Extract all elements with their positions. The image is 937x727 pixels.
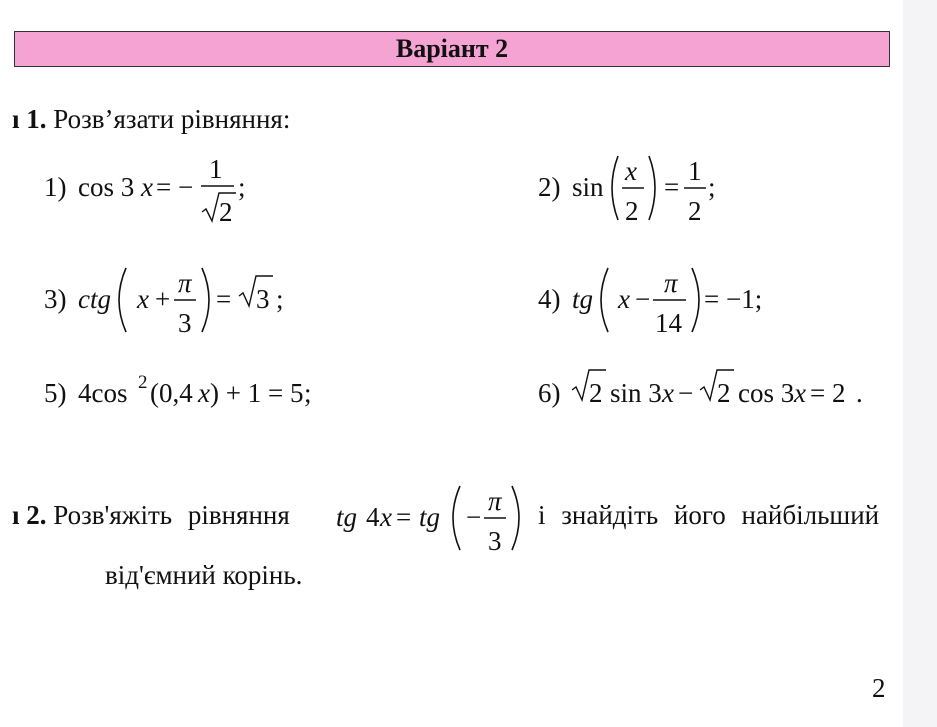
eq3-end: ; [276, 284, 284, 314]
eq6-end: . [856, 378, 863, 408]
eq5-end: ; [304, 378, 312, 408]
eq3-inner-var: x [137, 284, 149, 314]
eq6-var-b: x [794, 378, 806, 408]
equation-6 [538, 362, 878, 422]
eq4-label: 4) [538, 284, 561, 314]
eq1-sign: = − [156, 172, 194, 202]
equation-5 [44, 362, 344, 422]
eq3-inner-num: π [178, 268, 192, 298]
eq2-func: sin [572, 172, 604, 202]
eq3-left-paren [119, 268, 126, 332]
eq2-label: 2) [538, 172, 561, 202]
eq5-expr-b: (0,4 [150, 378, 193, 408]
eq4-right-paren [692, 268, 699, 332]
page-number: 2 [872, 673, 886, 703]
task2-eq-sign: − [466, 502, 482, 532]
eq4-inner-op: − [635, 284, 651, 314]
task2-eq-arg: 4 [366, 502, 380, 532]
eq2-den: 2 [688, 196, 702, 226]
eq1-label: 1) [44, 172, 67, 202]
equation-1 [44, 150, 274, 230]
eq6-sqrt-a: 2 [589, 378, 603, 408]
eq3-label: 3) [44, 284, 67, 314]
viewer-side-strip [903, 0, 937, 727]
eq2-end: ; [708, 172, 716, 202]
eq5-var: x [198, 378, 210, 408]
eq5-expr-a: 4cos [78, 378, 128, 408]
eq4-left-paren [601, 268, 608, 332]
equation-4 [538, 262, 798, 342]
eq1-end: ; [238, 172, 246, 202]
eq1-num: 1 [209, 154, 223, 184]
eq2-inner-num: x [625, 156, 637, 186]
eq3-eq: = [216, 284, 232, 314]
eq1-pre: cos 3 [78, 172, 135, 202]
eq6-minus: − [678, 378, 694, 408]
eq2-right-paren [649, 156, 655, 220]
eq6-label: 6) [538, 378, 561, 408]
eq5-label: 5) [44, 378, 67, 408]
eq3-inner-den: 3 [178, 308, 192, 338]
eq4-eq: = −1; [704, 284, 763, 314]
task2-eq-var: x [380, 502, 392, 532]
eq3-sqrt: 3 [256, 284, 270, 314]
eq2-num: 1 [688, 156, 702, 186]
eq4-inner-den: 14 [655, 308, 682, 338]
eq1-den: 2 [219, 197, 233, 227]
equation-2 [538, 150, 738, 230]
task2-eq-den: 3 [488, 526, 502, 556]
eq4-func: tg [572, 284, 594, 314]
task2-text-a: Розв'яжіть рівняння [53, 500, 290, 530]
task2-eq-func2: tg [419, 502, 441, 532]
eq6-mid-a: sin 3 [610, 378, 662, 408]
eq2-left-paren [612, 156, 618, 220]
equation-3 [44, 262, 314, 342]
eq6-rhs: = 2 [810, 378, 846, 408]
task1-text: Розв’язати рівняння: [53, 104, 291, 134]
task1-prefix: ı [12, 104, 20, 134]
eq6-sqrt-b: 2 [717, 378, 731, 408]
task2-eq-mid: = [396, 502, 412, 532]
task2-prefix: ı [12, 500, 20, 530]
task2-number: 2. [26, 500, 47, 530]
task2-line1-tail [538, 500, 879, 531]
eq6-var-a: x [662, 378, 674, 408]
task1-heading [12, 104, 290, 135]
task2-eq-func: tg [336, 502, 358, 532]
eq3-inner-op: + [155, 284, 171, 314]
eq2-eq: = [664, 172, 680, 202]
eq3-right-paren [202, 268, 209, 332]
task2-text-c: від'ємний корінь. [105, 560, 303, 590]
eq6-mid-b: cos 3 [738, 378, 795, 408]
variant-title: Варіант 2 [14, 31, 890, 67]
eq5-expr-c: ) + 1 = 5 [210, 378, 304, 408]
task2-left-paren [453, 486, 460, 550]
task2-equation [336, 482, 536, 562]
eq4-inner-num: π [664, 268, 678, 298]
task2-text-b: і знайдіть його найбільший [538, 500, 880, 530]
eq4-inner-var: x [618, 284, 630, 314]
eq2-inner-den: 2 [625, 196, 639, 226]
eq1-var: x [141, 172, 153, 202]
task1-number: 1. [26, 104, 47, 134]
eq3-func: ctg [78, 284, 111, 314]
eq5-exp: 2 [138, 372, 148, 393]
task2-right-paren [512, 486, 519, 550]
task2-eq-num: π [488, 486, 502, 516]
